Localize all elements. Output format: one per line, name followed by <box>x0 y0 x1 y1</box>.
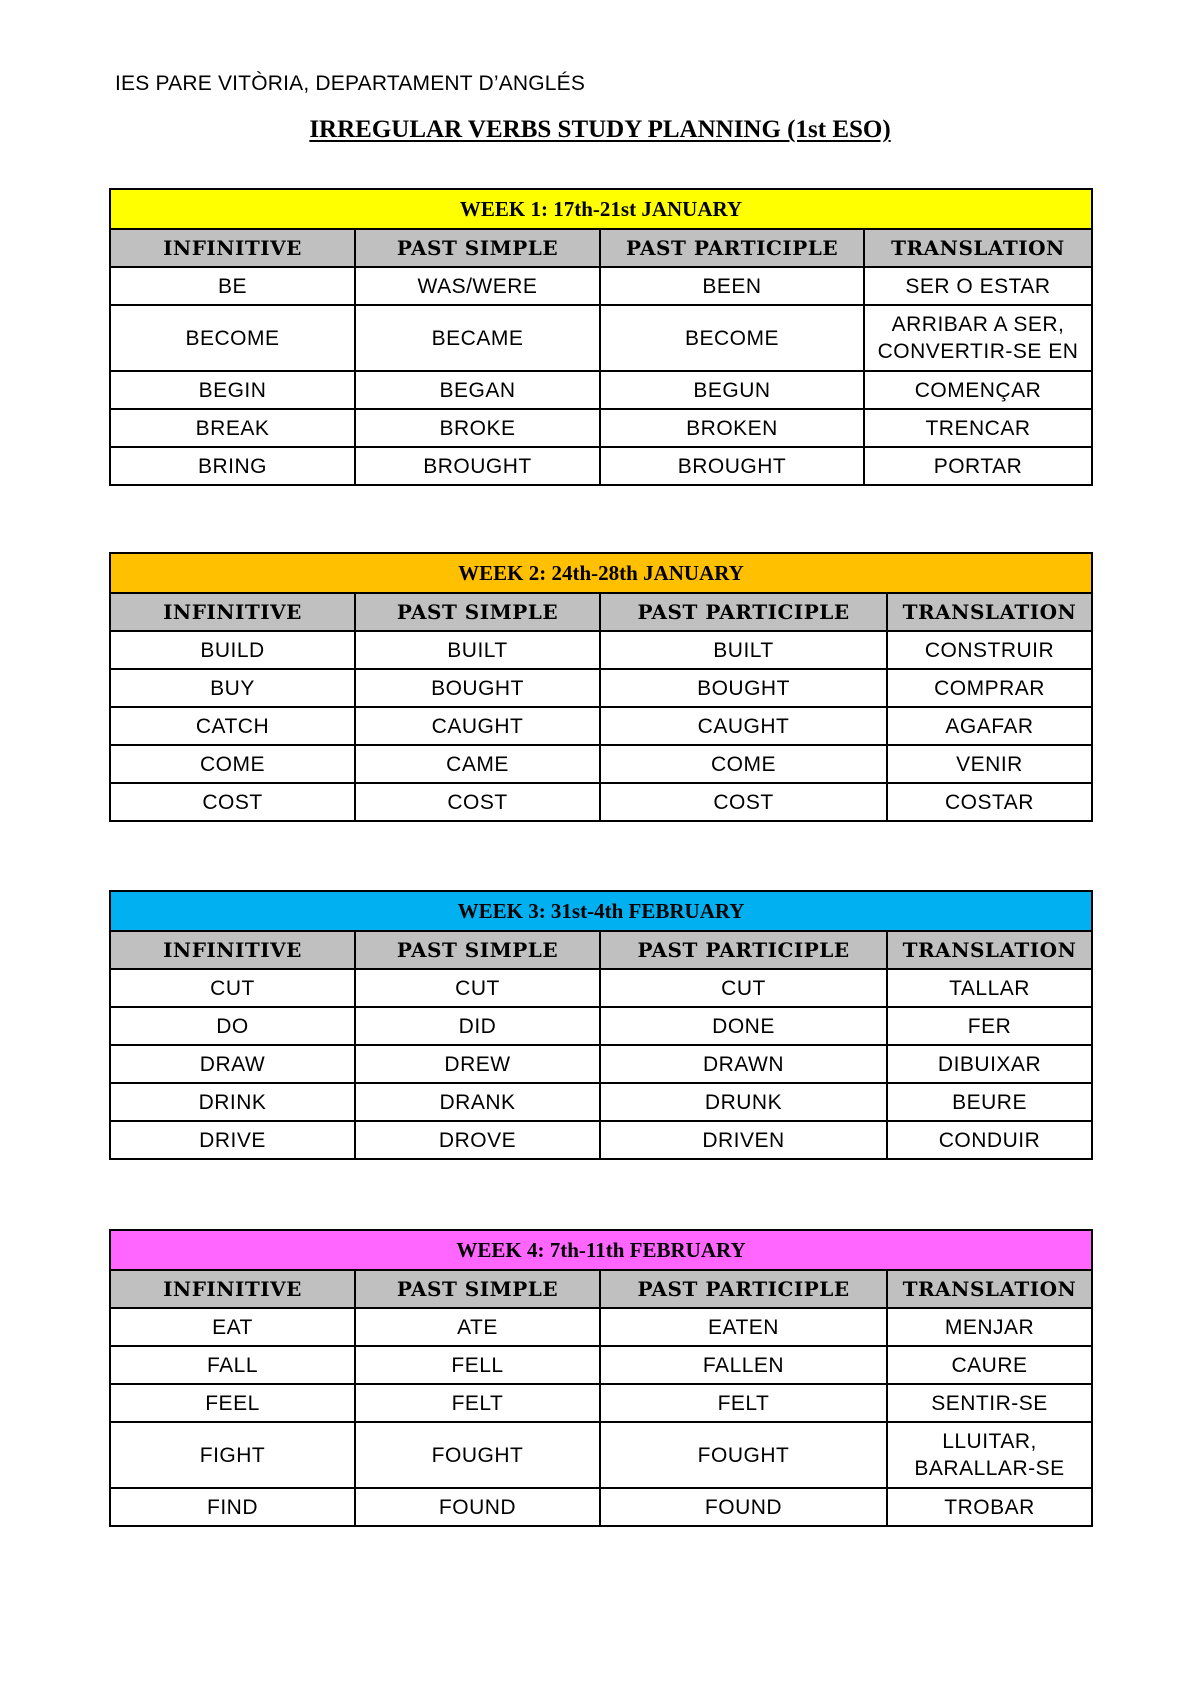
table-row <box>110 707 1092 745</box>
translation-cell: FER <box>887 1007 1092 1045</box>
translation-cell: TROBAR <box>887 1488 1092 1526</box>
past-simple-cell: DROVE <box>355 1121 600 1159</box>
table-row <box>110 1121 1092 1159</box>
translation-cell: LLUITAR, BARALLAR-SE <box>887 1422 1092 1488</box>
past-participle-cell: FELT <box>600 1384 887 1422</box>
past-simple-cell: BECAME <box>355 305 600 371</box>
past-participle-cell: DRAWN <box>600 1045 887 1083</box>
infinitive-cell: FALL <box>110 1346 355 1384</box>
translation-cell: COMPRAR <box>887 669 1092 707</box>
infinitive-cell: DO <box>110 1007 355 1045</box>
column-header-past-participle: PAST PARTICIPLE <box>600 229 864 267</box>
column-header-past-participle: PAST PARTICIPLE <box>600 1270 887 1308</box>
infinitive-cell: FIND <box>110 1488 355 1526</box>
table-row <box>110 409 1092 447</box>
past-participle-cell: DRIVEN <box>600 1121 887 1159</box>
week-2-title: WEEK 2: 24th-28th JANUARY <box>110 553 1092 593</box>
past-simple-cell: COST <box>355 783 600 821</box>
infinitive-cell: BRING <box>110 447 355 485</box>
table-row <box>110 969 1092 1007</box>
column-header-infinitive: INFINITIVE <box>110 229 355 267</box>
past-participle-cell: CAUGHT <box>600 707 887 745</box>
translation-cell: DIBUIXAR <box>887 1045 1092 1083</box>
infinitive-cell: BECOME <box>110 305 355 371</box>
translation-cell: CONSTRUIR <box>887 631 1092 669</box>
column-header-translation: TRANSLATION <box>887 931 1092 969</box>
infinitive-cell: EAT <box>110 1308 355 1346</box>
past-participle-cell: DONE <box>600 1007 887 1045</box>
infinitive-cell: BEGIN <box>110 371 355 409</box>
translation-cell: CAURE <box>887 1346 1092 1384</box>
translation-cell: ARRIBAR A SER, CONVERTIR-SE EN <box>864 305 1092 371</box>
past-participle-cell: CUT <box>600 969 887 1007</box>
table-row <box>110 305 1092 371</box>
column-header-infinitive: INFINITIVE <box>110 593 355 631</box>
infinitive-cell: COST <box>110 783 355 821</box>
past-simple-cell: DREW <box>355 1045 600 1083</box>
infinitive-cell: CUT <box>110 969 355 1007</box>
week-4-title: WEEK 4: 7th-11th FEBRUARY <box>110 1230 1092 1270</box>
past-simple-cell: WAS/WERE <box>355 267 600 305</box>
past-simple-cell: BUILT <box>355 631 600 669</box>
past-participle-cell: BEGUN <box>600 371 864 409</box>
table-row <box>110 371 1092 409</box>
week-2-table <box>109 552 1093 822</box>
past-participle-cell: BROUGHT <box>600 447 864 485</box>
past-simple-cell: CUT <box>355 969 600 1007</box>
past-participle-cell: COME <box>600 745 887 783</box>
translation-cell: BEURE <box>887 1083 1092 1121</box>
past-simple-cell: BROUGHT <box>355 447 600 485</box>
week-3-title: WEEK 3: 31st-4th FEBRUARY <box>110 891 1092 931</box>
infinitive-cell: BUY <box>110 669 355 707</box>
translation-cell: CONDUIR <box>887 1121 1092 1159</box>
table-row <box>110 631 1092 669</box>
past-simple-cell: BROKE <box>355 409 600 447</box>
past-simple-cell: DID <box>355 1007 600 1045</box>
translation-cell: SER O ESTAR <box>864 267 1092 305</box>
translation-cell: TALLAR <box>887 969 1092 1007</box>
column-header-translation: TRANSLATION <box>887 1270 1092 1308</box>
table-row <box>110 1083 1092 1121</box>
table-row <box>110 1007 1092 1045</box>
table-row <box>110 1308 1092 1346</box>
table-row <box>110 745 1092 783</box>
table-row <box>110 669 1092 707</box>
column-header-past-simple: PAST SIMPLE <box>355 229 600 267</box>
past-participle-cell: EATEN <box>600 1308 887 1346</box>
past-simple-cell: CAME <box>355 745 600 783</box>
page-title: IRREGULAR VERBS STUDY PLANNING (1st ESO) <box>309 116 891 143</box>
week-3-table <box>109 890 1093 1160</box>
translation-cell: PORTAR <box>864 447 1092 485</box>
past-simple-cell: ATE <box>355 1308 600 1346</box>
past-participle-cell: COST <box>600 783 887 821</box>
infinitive-cell: DRINK <box>110 1083 355 1121</box>
past-participle-cell: BOUGHT <box>600 669 887 707</box>
department-header: IES PARE VITÒRIA, DEPARTAMENT D’ANGLÉS <box>115 72 586 95</box>
translation-cell: COSTAR <box>887 783 1092 821</box>
past-participle-cell: BROKEN <box>600 409 864 447</box>
past-simple-cell: FELT <box>355 1384 600 1422</box>
infinitive-cell: BREAK <box>110 409 355 447</box>
translation-cell: MENJAR <box>887 1308 1092 1346</box>
column-header-past-simple: PAST SIMPLE <box>355 931 600 969</box>
translation-cell: SENTIR-SE <box>887 1384 1092 1422</box>
week-4-table <box>109 1229 1093 1527</box>
translation-cell: COMENÇAR <box>864 371 1092 409</box>
past-participle-cell: BECOME <box>600 305 864 371</box>
infinitive-cell: COME <box>110 745 355 783</box>
infinitive-cell: FEEL <box>110 1384 355 1422</box>
column-header-translation: TRANSLATION <box>864 229 1092 267</box>
past-simple-cell: FOUND <box>355 1488 600 1526</box>
table-row <box>110 1346 1092 1384</box>
past-participle-cell: DRUNK <box>600 1083 887 1121</box>
infinitive-cell: DRAW <box>110 1045 355 1083</box>
column-header-translation: TRANSLATION <box>887 593 1092 631</box>
past-simple-cell: FELL <box>355 1346 600 1384</box>
past-participle-cell: BEEN <box>600 267 864 305</box>
column-header-past-participle: PAST PARTICIPLE <box>600 593 887 631</box>
past-simple-cell: BEGAN <box>355 371 600 409</box>
infinitive-cell: BUILD <box>110 631 355 669</box>
past-simple-cell: FOUGHT <box>355 1422 600 1488</box>
table-row <box>110 783 1092 821</box>
translation-cell: AGAFAR <box>887 707 1092 745</box>
past-participle-cell: BUILT <box>600 631 887 669</box>
past-participle-cell: FALLEN <box>600 1346 887 1384</box>
week-1-table <box>109 188 1093 486</box>
table-row <box>110 1422 1092 1488</box>
translation-cell: TRENCAR <box>864 409 1092 447</box>
column-header-past-simple: PAST SIMPLE <box>355 1270 600 1308</box>
week-1-title: WEEK 1: 17th-21st JANUARY <box>110 189 1092 229</box>
table-row <box>110 1045 1092 1083</box>
column-header-past-simple: PAST SIMPLE <box>355 593 600 631</box>
table-row <box>110 267 1092 305</box>
infinitive-cell: FIGHT <box>110 1422 355 1488</box>
column-header-infinitive: INFINITIVE <box>110 1270 355 1308</box>
infinitive-cell: DRIVE <box>110 1121 355 1159</box>
past-participle-cell: FOUGHT <box>600 1422 887 1488</box>
table-row <box>110 447 1092 485</box>
infinitive-cell: CATCH <box>110 707 355 745</box>
past-simple-cell: CAUGHT <box>355 707 600 745</box>
table-row <box>110 1488 1092 1526</box>
past-participle-cell: FOUND <box>600 1488 887 1526</box>
column-header-infinitive: INFINITIVE <box>110 931 355 969</box>
table-row <box>110 1384 1092 1422</box>
translation-cell: VENIR <box>887 745 1092 783</box>
past-simple-cell: DRANK <box>355 1083 600 1121</box>
past-simple-cell: BOUGHT <box>355 669 600 707</box>
infinitive-cell: BE <box>110 267 355 305</box>
column-header-past-participle: PAST PARTICIPLE <box>600 931 887 969</box>
